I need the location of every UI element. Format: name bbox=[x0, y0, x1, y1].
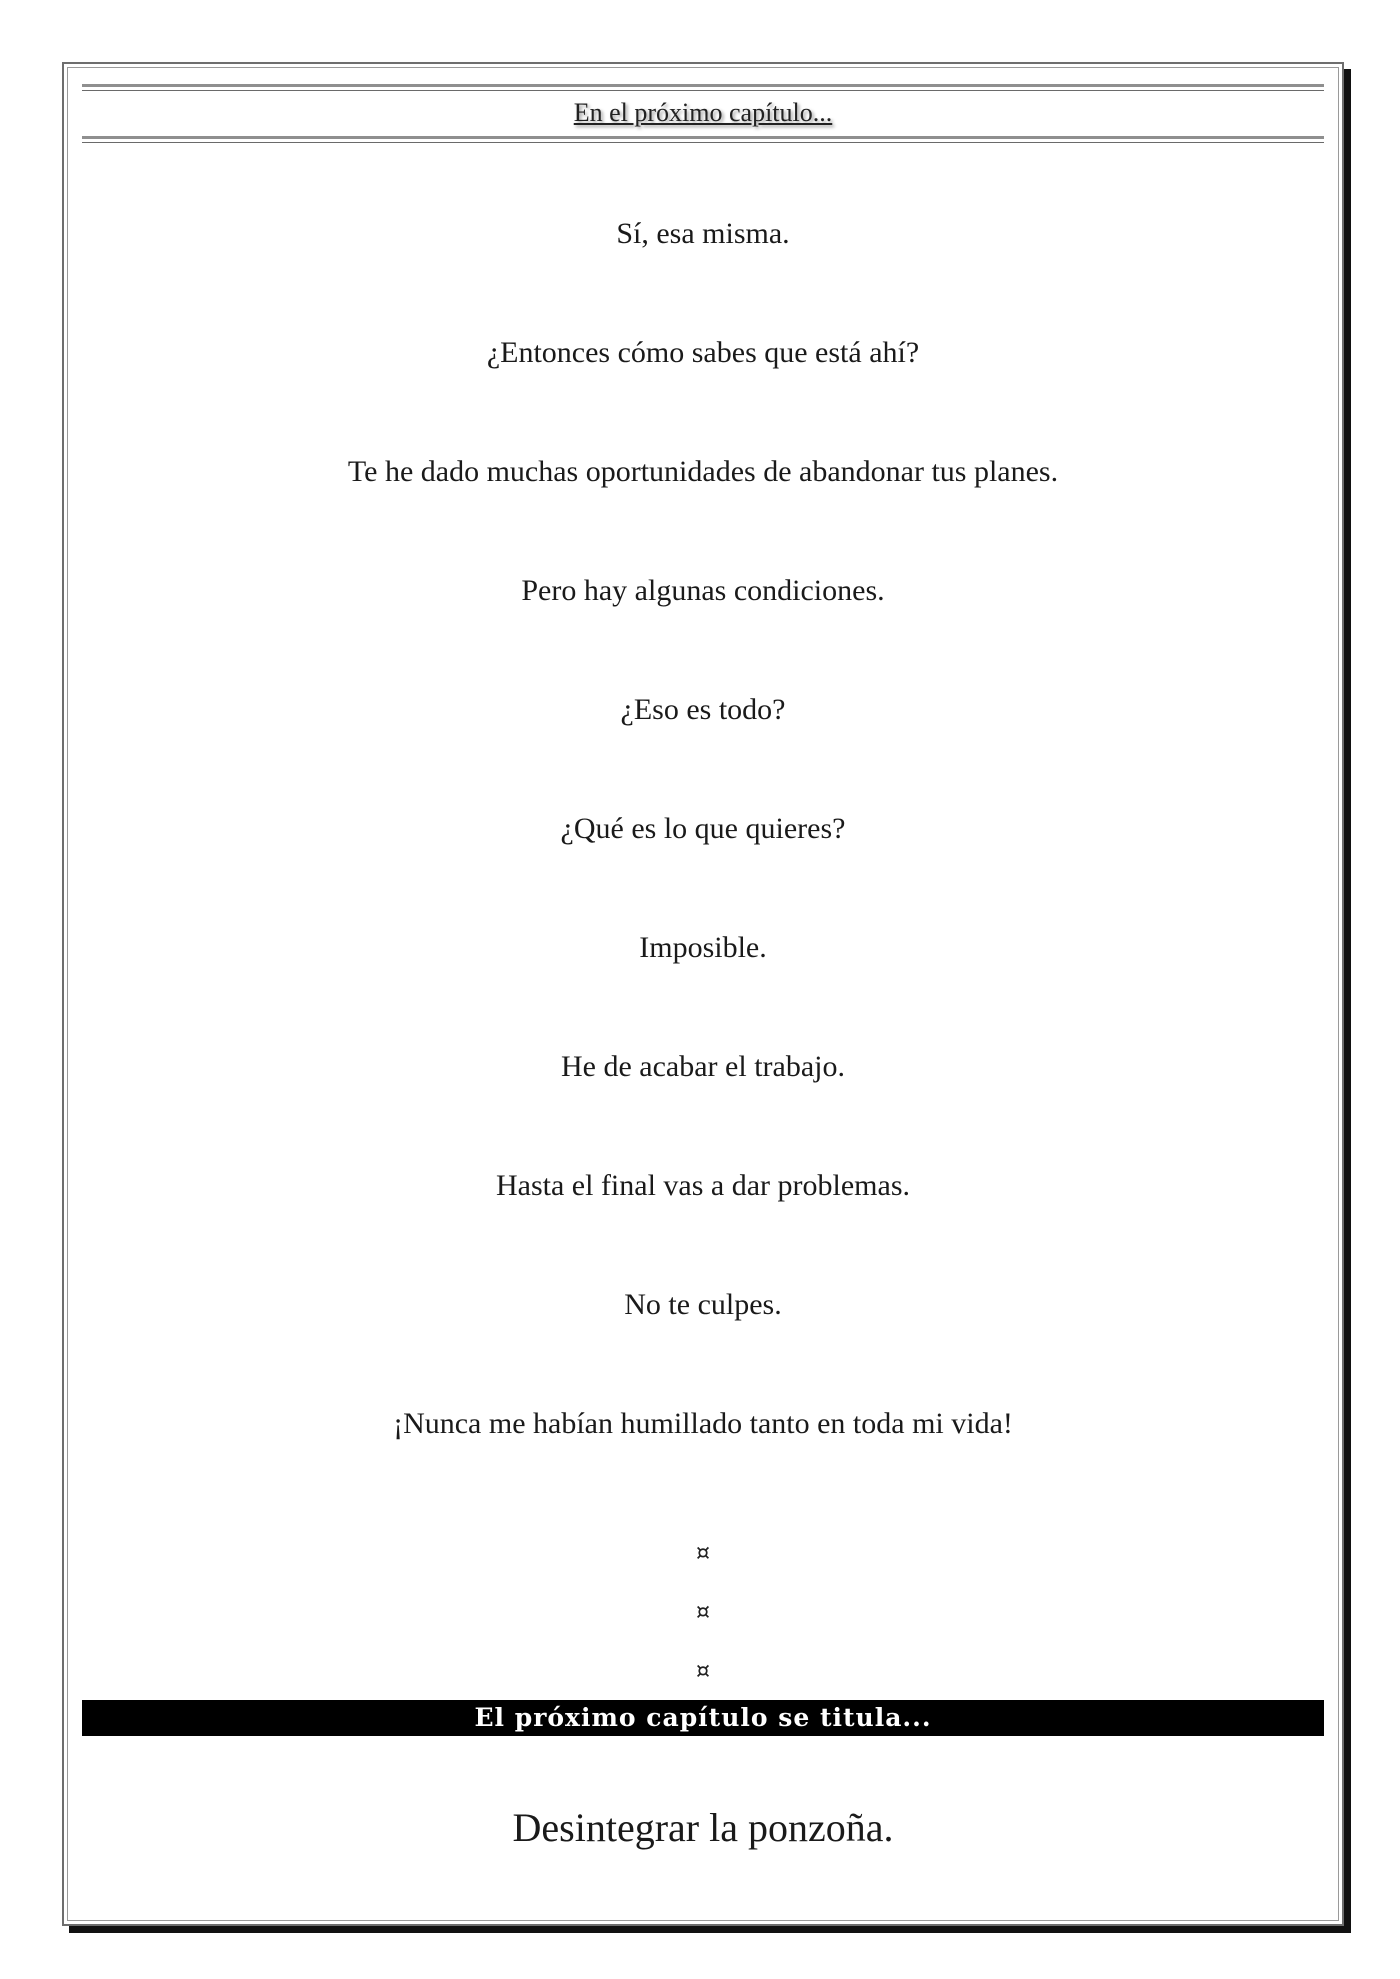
dialogue-line: Hasta el final vas a dar problemas. bbox=[495, 1169, 910, 1202]
dialogue-line: Sí, esa misma. bbox=[616, 217, 790, 250]
dialogue-line: Imposible. bbox=[639, 931, 767, 964]
next-chapter-title: Desintegrar la ponzoña. bbox=[512, 1805, 894, 1850]
dialogue-line: He de acabar el trabajo. bbox=[561, 1050, 845, 1083]
dialogue-line: Pero hay algunas condiciones. bbox=[521, 574, 885, 607]
dialogue-line: ¿Qué es lo que quieres? bbox=[560, 812, 846, 845]
header-rule-bottom bbox=[82, 136, 1324, 143]
next-chapter-bar: El próximo capítulo se titula... bbox=[82, 1700, 1324, 1736]
separator-glyph: ¤ bbox=[696, 1659, 710, 1684]
separator-group bbox=[64, 1524, 1342, 1701]
header-title: En el próximo capítulo... bbox=[573, 98, 833, 127]
separator-glyph: ¤ bbox=[696, 1541, 710, 1566]
dialogue-line: ¿Eso es todo? bbox=[620, 693, 786, 726]
dialogue-list bbox=[64, 174, 1342, 1483]
page-frame bbox=[62, 62, 1344, 1926]
dialogue-line: ¡Nunca me habían humillado tanto en toda mi vida! bbox=[393, 1407, 1013, 1440]
separator-glyph: ¤ bbox=[696, 1600, 710, 1625]
header-rule-top bbox=[82, 84, 1324, 91]
dialogue-line: ¿Entonces cómo sabes que está ahí? bbox=[486, 336, 920, 369]
dialogue-line: Te he dado muchas oportunidades de abandonar tus planes. bbox=[347, 455, 1059, 488]
dialogue-line: No te culpes. bbox=[624, 1288, 782, 1321]
